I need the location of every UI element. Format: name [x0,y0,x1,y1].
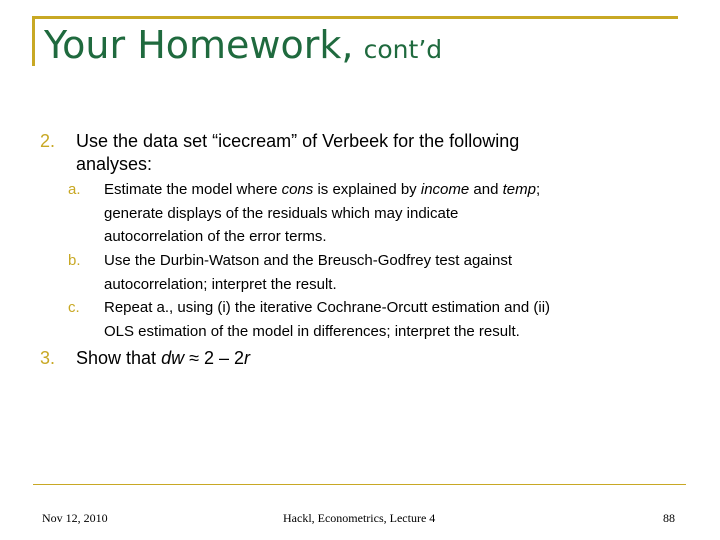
sub-item-c-label: c. [68,299,80,316]
title-frame-top-line [32,16,678,19]
footer-center: Hackl, Econometrics, Lecture 4 [283,511,436,525]
list-item-3-text: Show that dw ≈ 2 – 2r [76,348,250,368]
footer-divider [33,484,686,485]
sub-item-b-line-2: autocorrelation; interpret the result. [104,275,337,293]
list-item-3-number: 3. [40,348,56,368]
var-temp: temp [502,181,536,198]
slide-title-sub: cont’d [363,35,443,64]
sub-item-c-line-2: OLS estimation of the model in differences; interpret the result. [104,322,520,340]
var-income: income [420,181,470,198]
title-frame-left-line [32,16,35,66]
sub-item-b-label: b. [68,252,81,269]
list-item-2-number: 2. [40,131,56,151]
sub-item-a-line-3: autocorrelation of the error terms. [104,228,327,245]
sub-item-b-line-1: Use the Durbin-Watson and the Breusch-Godfrey test against [104,252,512,269]
var-dw: dw [161,348,185,368]
sub-item-a-line-2: generate displays of the residuals which may indicate [104,204,459,222]
list-item-2-line-1: Use the data set “icecream” of Verbeek for the following [76,131,520,151]
sub-item-a-line-1: Estimate the model where cons is explained by income and temp; [104,181,541,198]
footer-page-number: 88 [663,511,675,525]
list-item-2-line-2: analyses: [76,154,153,174]
sub-item-c-line-1: Repeat a., using (i) the iterative Cochrane-Orcutt estimation and (ii) [104,299,551,316]
footer-date: Nov 12, 2010 [42,511,108,525]
var-cons: cons [281,181,314,198]
sub-item-a-label: a. [68,181,81,198]
slide-title-main: Your Homework, [44,23,354,67]
var-r: r [244,348,250,368]
slide-title [44,23,443,67]
